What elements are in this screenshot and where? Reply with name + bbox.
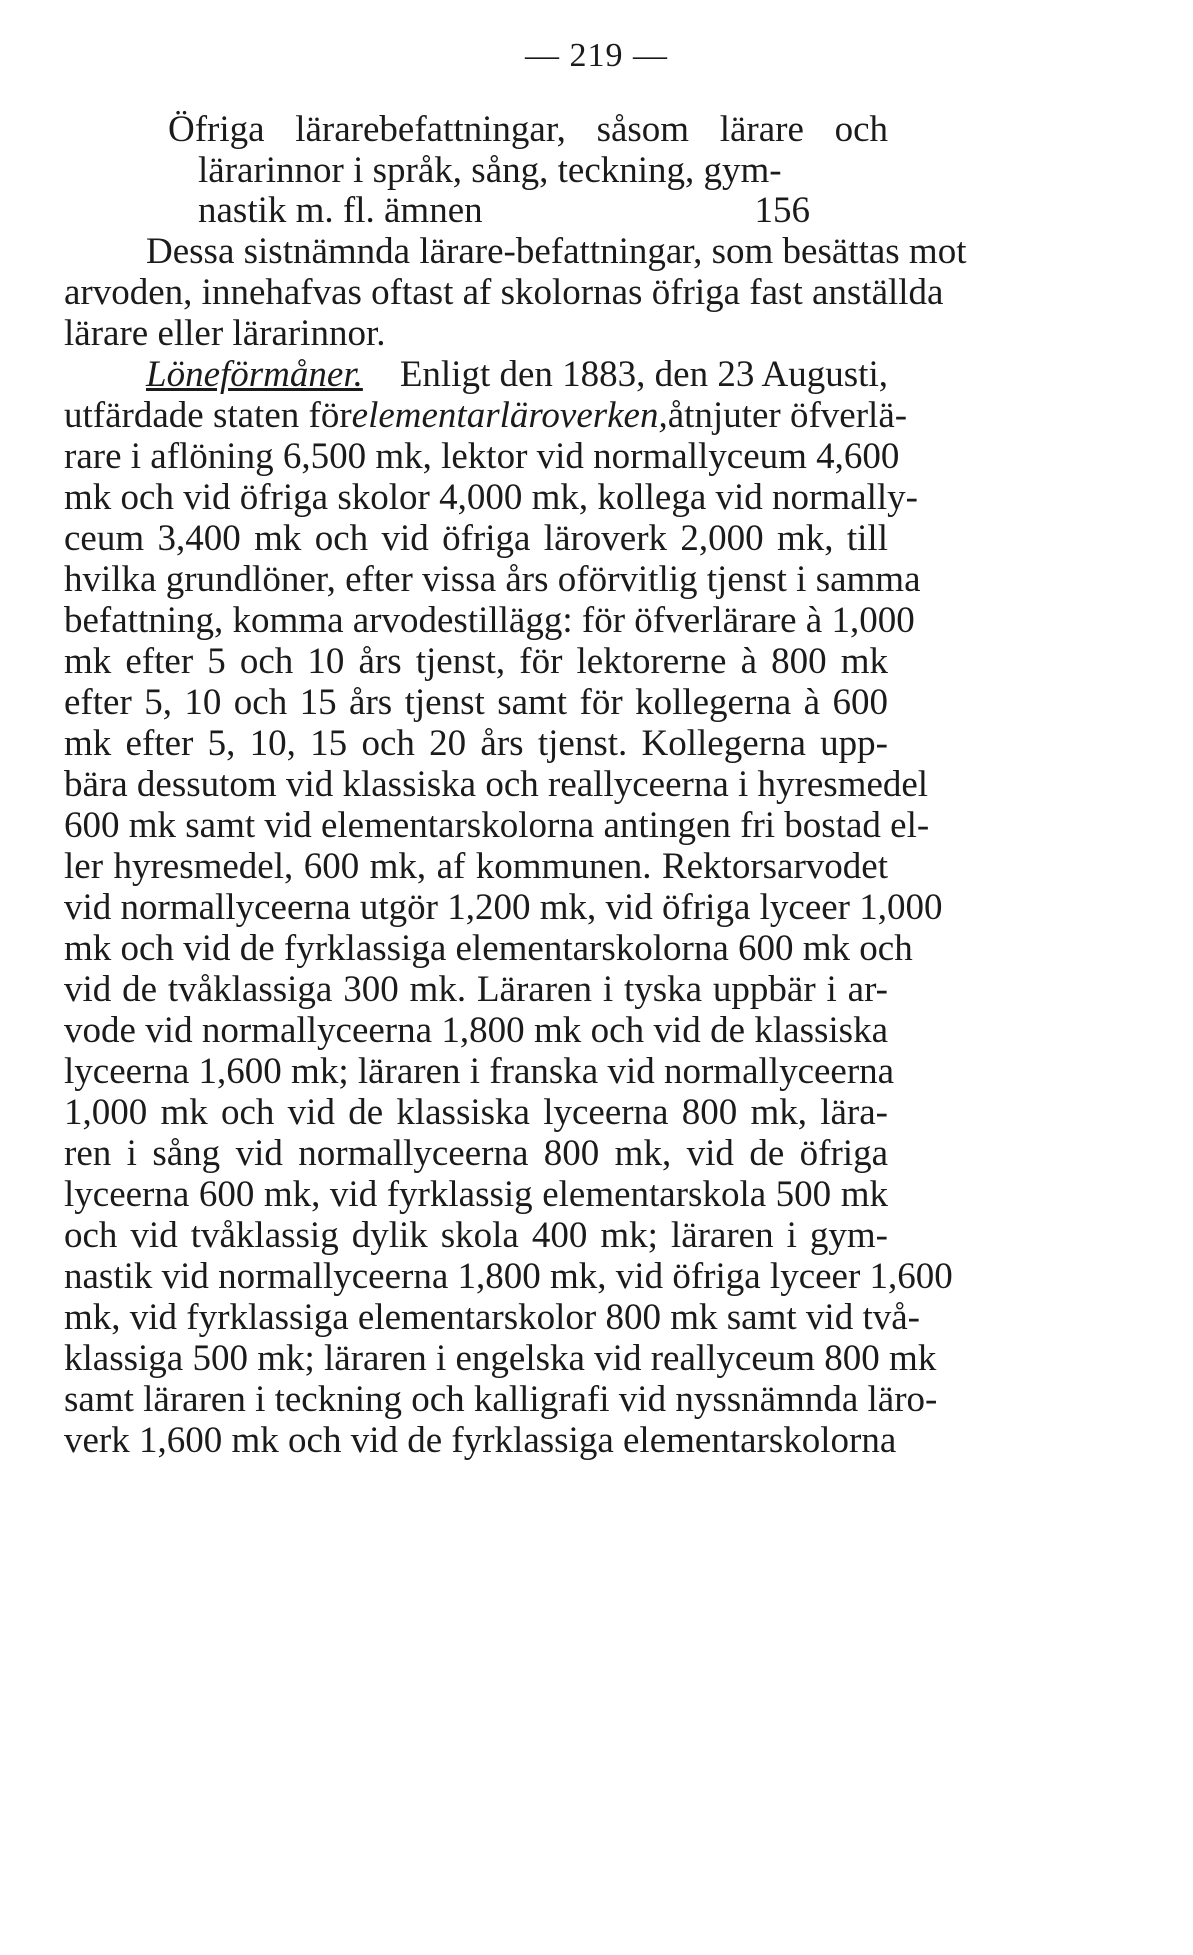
page-number: — 219 — (525, 37, 668, 74)
body-line-29: samt läraren i teckning och kalligrafi vid nyssnämnda läro- (64, 1379, 938, 1420)
body-line-18: mk och vid de fyrklassiga elementarskolorna 600 mk och (64, 928, 913, 969)
body-line-26: nastik vid normallyceerna 1,800 mk, vid öfriga lyceer 1,600 (64, 1256, 953, 1297)
section-heading: Löneförmåner. (146, 354, 363, 395)
body-line-16: ler hyresmedel, 600 mk, af kommunen. Rektorsarvodet (64, 846, 888, 887)
body-line-5-italic: elementarläroverken, (351, 395, 668, 436)
body-line-8: ceum 3,400 mk och vid öfriga läroverk 2,000 mk, till (64, 518, 888, 559)
body-line-3: lärare eller lärarinnor. (64, 313, 386, 354)
body-line-9: hvilka grundlöner, efter vissa års oförvitlig tjenst i samma (64, 559, 921, 600)
list-line-1: Öfriga lärarebefattningar, såsom lärare och (168, 109, 888, 150)
body-line-24: lyceerna 600 mk, vid fyrklassig elementarskola 500 mk (64, 1174, 888, 1215)
body-line-30: verk 1,600 mk och vid de fyrklassiga elementarskolorna (64, 1420, 897, 1461)
body-line-20: vode vid normallyceerna 1,800 mk och vid de klassiska (64, 1010, 888, 1051)
body-line-28: klassiga 500 mk; läraren i engelska vid reallyceum 800 mk (64, 1338, 937, 1379)
section-heading-rest: Enligt den 1883, den 23 Augusti, (399, 354, 888, 395)
body-line-19: vid de tvåklassiga 300 mk. Läraren i tyska uppbär i ar- (64, 969, 888, 1010)
body-line-5-part-1: utfärdade staten för (64, 395, 352, 436)
body-line-12: efter 5, 10 och 15 års tjenst samt för kollegerna à 600 (64, 682, 888, 723)
body-line-27: mk, vid fyrklassiga elementarskolor 800 mk samt vid två- (64, 1297, 920, 1338)
body-line-10: befattning, komma arvodestillägg: för öfverlärare à 1,000 (64, 600, 915, 641)
body-line-11: mk efter 5 och 10 års tjenst, för lektorerne à 800 mk (64, 641, 888, 682)
body-line-5-part-3: åtnjuter öfverlä- (667, 395, 908, 436)
body-line-22: 1,000 mk och vid de klassiska lyceerna 800 mk, lära- (64, 1092, 888, 1133)
body-line-25: och vid tvåklassig dylik skola 400 mk; läraren i gym- (64, 1215, 888, 1256)
body-line-14: bära dessutom vid klassiska och reallyceerna i hyresmedel (64, 764, 929, 805)
body-line-13: mk efter 5, 10, 15 och 20 års tjenst. Kollegerna upp- (64, 723, 888, 764)
list-item-label: nastik m. fl. ämnen (198, 190, 483, 231)
body-line-2: arvoden, innehafvas oftast af skolornas öfriga fast anställda (64, 272, 944, 313)
body-line-21: lyceerna 1,600 mk; läraren i franska vid normallyceerna (64, 1051, 895, 1092)
body-line-23: ren i sång vid normallyceerna 800 mk, vid de öfriga (64, 1133, 888, 1174)
body-line-1: Dessa sistnämnda lärare-befattningar, som besättas mot (146, 231, 967, 272)
body-line-6: rare i aflöning 6,500 mk, lektor vid normallyceum 4,600 (64, 436, 900, 477)
list-line-2: lärarinnor i språk, sång, teckning, gym- (198, 150, 782, 191)
body-line-17: vid normallyceerna utgör 1,200 mk, vid öfriga lyceer 1,000 (64, 887, 943, 928)
body-line-15: 600 mk samt vid elementarskolorna antingen fri bostad el- (64, 805, 930, 846)
list-item-value: 156 (754, 190, 810, 231)
body-line-7: mk och vid öfriga skolor 4,000 mk, kollega vid normally- (64, 477, 918, 518)
